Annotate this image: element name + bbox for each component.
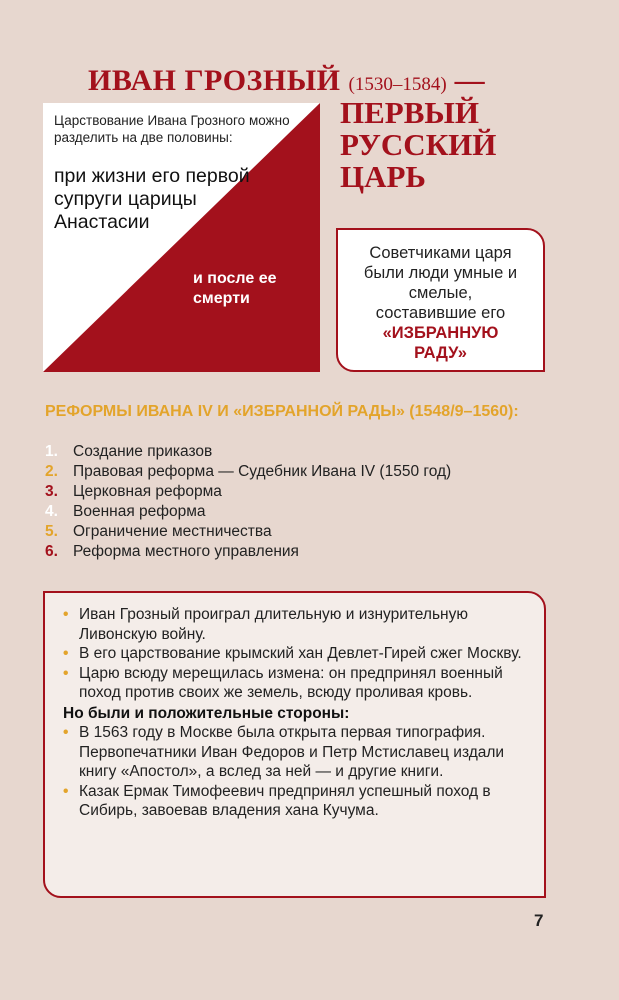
bullet-icon: • (63, 606, 69, 623)
list-item (63, 782, 533, 821)
facts-panel (43, 591, 546, 898)
fact-text: Казак Ермак Тимофеевич предпринял успешный поход в Сибирь, завоевав владения хана Кучума. (79, 782, 491, 819)
reform-number: 6. (45, 543, 58, 560)
bullet-icon: • (63, 724, 69, 741)
reign-second-half: и после ее смерти (193, 270, 277, 307)
title-line-2: ПЕРВЫЙ (340, 95, 479, 130)
fact-text: Царю всюду мерещилась измена: он предпринял военный поход против своих же земель, всюду проливая кровь. (79, 664, 503, 701)
reform-text: Создание приказов (73, 443, 213, 460)
title-dash: — (454, 64, 486, 97)
reform-text: Церковная реформа (73, 483, 222, 500)
reign-intro: Царствование Ивана Грозного можно разделить на две половины: (54, 113, 290, 145)
list-item (45, 522, 585, 542)
title-line-3: РУССКИЙ (340, 127, 497, 162)
reform-number: 3. (45, 483, 58, 500)
reign-halves-panel (43, 103, 320, 372)
fact-text: В 1563 году в Москве была открыта первая типография. Первопечатники Иван Федоров и Петр Мстиславец издали книгу «Апостол», а вслед за ней — и другие книги. (79, 724, 505, 780)
list-item (45, 462, 585, 482)
reform-number: 2. (45, 463, 58, 480)
bullet-icon: • (63, 664, 69, 682)
bullet-icon: • (63, 645, 69, 662)
title-name: ИВАН ГРОЗНЫЙ (88, 64, 341, 97)
reform-text: Военная реформа (73, 503, 206, 520)
advisors-callout (336, 228, 545, 372)
reform-text: Правовая реформа — Судебник Ивана IV (1550 год) (73, 463, 452, 480)
title-line-4: ЦАРЬ (340, 159, 426, 194)
list-item (45, 442, 585, 462)
reform-number: 1. (45, 443, 58, 460)
reign-first-half: при жизни его первой супруги царицы Анастасии (54, 165, 250, 233)
title-subtitle (340, 97, 540, 193)
reform-number: 5. (45, 523, 58, 540)
list-item (45, 502, 585, 522)
bullet-icon: • (63, 782, 69, 800)
fact-text: Иван Грозный проиграл длительную и изнурительную Ливонскую войну. (79, 606, 468, 643)
advisors-text: Советчиками царя были люди умные и смелые, составившие его (363, 244, 518, 322)
positives-heading: Но были и положительные стороны: (63, 704, 350, 722)
list-item (63, 644, 533, 664)
reforms-heading: РЕФОРМЫ ИВАНА IV И «ИЗБРАННОЙ РАДЫ» (1548/9–1560): (45, 403, 519, 420)
list-item (63, 723, 533, 782)
reform-number: 4. (45, 503, 58, 520)
list-item (63, 664, 533, 703)
title-years: (1530–1584) (348, 74, 447, 95)
page-title (88, 64, 598, 98)
list-item (63, 605, 533, 644)
list-item (45, 542, 585, 562)
list-item (45, 482, 585, 502)
reform-text: Ограничение местничества (73, 523, 272, 540)
reform-text: Реформа местного управления (73, 543, 299, 560)
facts-content (63, 605, 533, 821)
advisors-accent: «ИЗБРАННУЮ РАДУ» (382, 324, 499, 362)
fact-text: В его царствование крымский хан Девлет-Гирей сжег Москву. (79, 645, 522, 662)
reforms-list (45, 442, 585, 562)
page-number: 7 (534, 911, 544, 930)
